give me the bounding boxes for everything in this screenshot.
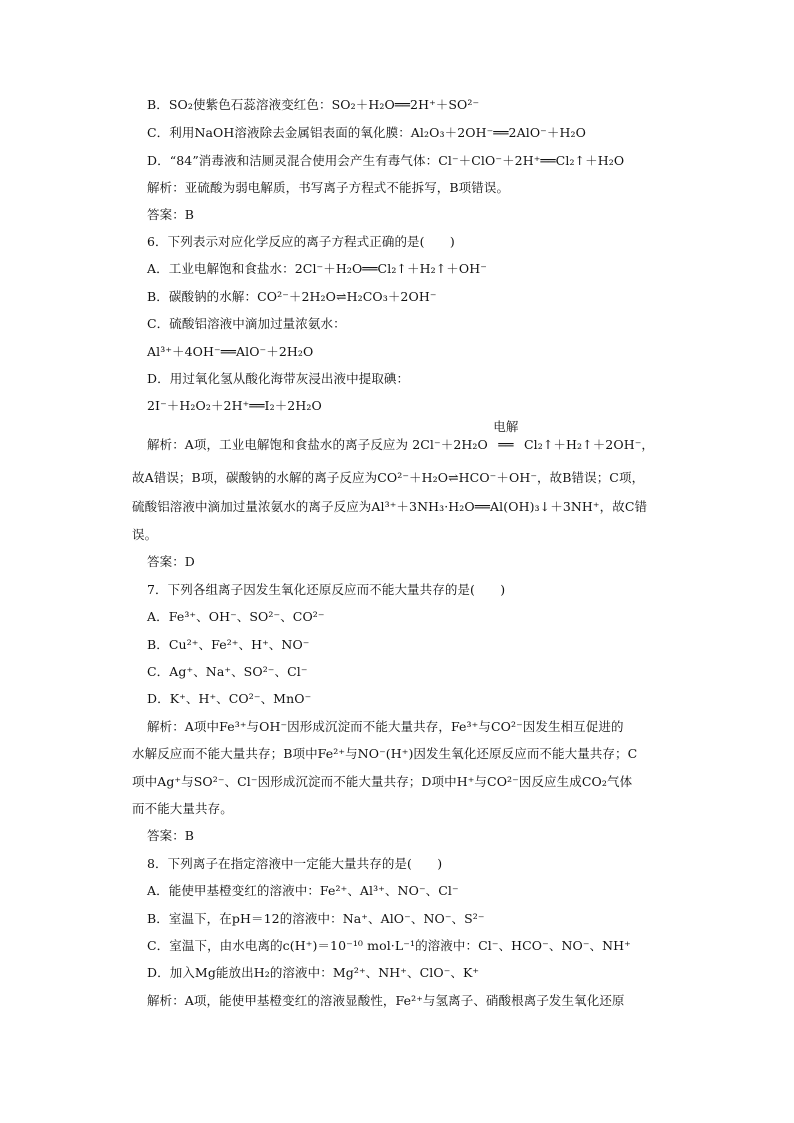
q6-option-d: D．用过氧化氢从酸化海带灰浸出液中提取碘： [147, 371, 410, 386]
q8-analysis-line-1: 解析：A项，能使甲基橙变红的溶液显酸性，Fe²⁺与氢离子、硝酸根离子发生氧化还原 [147, 993, 625, 1008]
q6-option-c-equation: Al³⁺＋4OH⁻══AlO⁻＋2H₂O [147, 344, 314, 359]
electrolysis-label: 电解 [493, 419, 519, 434]
q7-option-d: D．K⁺、H⁺、CO²⁻、MnO⁻ [147, 691, 312, 706]
q7-option-b: B．Cu²⁺、Fe²⁺、H⁺、NO⁻ [147, 637, 310, 652]
q6-answer: 答案：D [147, 554, 195, 569]
equals-sign: ══ [498, 437, 514, 452]
q7-analysis-line-1: 解析：A项中Fe³⁺与OH⁻因形成沉淀而不能大量共存，Fe³⁺与CO²⁻因发生相互促进的 [147, 719, 624, 734]
q7-analysis-line-3: 项中Ag⁺与SO²⁻、Cl⁻因形成沉淀而不能大量共存；D项中H⁺与CO²⁻因反应生成CO₂气体 [132, 774, 633, 789]
option-b-line: B．SO₂使紫色石蕊溶液变红色：SO₂＋H₂O══2H⁺＋SO²⁻ [147, 97, 480, 112]
q6-analysis-post: Cl₂↑＋H₂↑＋2OH⁻， [519, 437, 655, 452]
q6-option-c: C．硫酸铝溶液中滴加过量浓氨水： [147, 316, 346, 331]
answer-line: 答案：B [147, 207, 195, 222]
q6-analysis-line-1 [147, 419, 655, 453]
q8-option-b: B．室温下，在pH＝12的溶液中：Na⁺、AlO⁻、NO⁻、S²⁻ [147, 911, 485, 926]
option-d-line: D．“84”消毒液和洁厕灵混合使用会产生有毒气体：Cl⁻＋ClO⁻＋2H⁺══Cl₂↑＋H₂O [147, 153, 625, 168]
q7-option-c: C．Ag⁺、Na⁺、SO²⁻、Cl⁻ [147, 664, 308, 679]
q7-answer: 答案：B [147, 828, 195, 843]
q7-option-a: A．Fe³⁺、OH⁻、SO²⁻、CO²⁻ [147, 609, 325, 624]
option-c-line: C．利用NaOH溶液除去金属铝表面的氧化膜：Al₂O₃＋2OH⁻══2AlO⁻＋H₂O [147, 125, 586, 140]
q8-option-d: D．加入Mg能放出H₂的溶液中：Mg²⁺、NH⁺、ClO⁻、K⁺ [147, 965, 480, 980]
q8-option-a: A．能使甲基橙变红的溶液中：Fe²⁺、Al³⁺、NO⁻、Cl⁻ [147, 883, 459, 898]
q8-option-c: C．室温下，由水电离的c(H⁺)＝10⁻¹⁰ mol·L⁻¹的溶液中：Cl⁻、HCO⁻、NO⁻、NH⁺ [147, 938, 631, 953]
q6-analysis-line-2: 故A错误；B项，碳酸钠的水解的离子反应为CO²⁻＋H₂O⇌HCO⁻＋OH⁻，故B错误；C项， [132, 470, 645, 485]
q6-option-d-equation: 2I⁻＋H₂O₂＋2H⁺══I₂＋2H₂O [147, 398, 322, 413]
q6-option-b: B．碳酸钠的水解：CO²⁻＋2H₂O⇌H₂CO₃＋2OH⁻ [147, 289, 437, 304]
question-6-stem: 6．下列表示对应化学反应的离子方程式正确的是( ) [147, 234, 455, 249]
question-7-stem: 7．下列各组离子因发生氧化还原反应而不能大量共存的是( ) [147, 582, 506, 597]
q6-analysis-line-4: 误。 [132, 527, 158, 542]
electrolysis-condition [492, 419, 520, 453]
q7-analysis-line-4: 而不能大量共存。 [132, 801, 233, 816]
question-8-stem: 8．下列离子在指定溶液中一定能大量共存的是( ) [147, 856, 443, 871]
analysis-line: 解析：亚硫酸为弱电解质，书写离子方程式不能拆写，B项错误。 [147, 180, 510, 195]
q6-analysis-line-3: 硫酸铝溶液中滴加过量浓氨水的离子反应为Al³⁺＋3NH₃·H₂O══Al(OH)₃↓＋3NH⁺，故C错 [132, 499, 648, 514]
q6-option-a: A．工业电解饱和食盐水：2Cl⁻＋H₂O══Cl₂↑＋H₂↑＋OH⁻ [147, 261, 487, 276]
q6-analysis-pre: 解析：A项，工业电解饱和食盐水的离子反应为 2Cl⁻＋2H₂O [147, 437, 492, 452]
q7-analysis-line-2: 水解反应而不能大量共存；B项中Fe²⁺与NO⁻(H⁺)因发生氧化还原反应而不能大量共存；C [132, 746, 638, 761]
